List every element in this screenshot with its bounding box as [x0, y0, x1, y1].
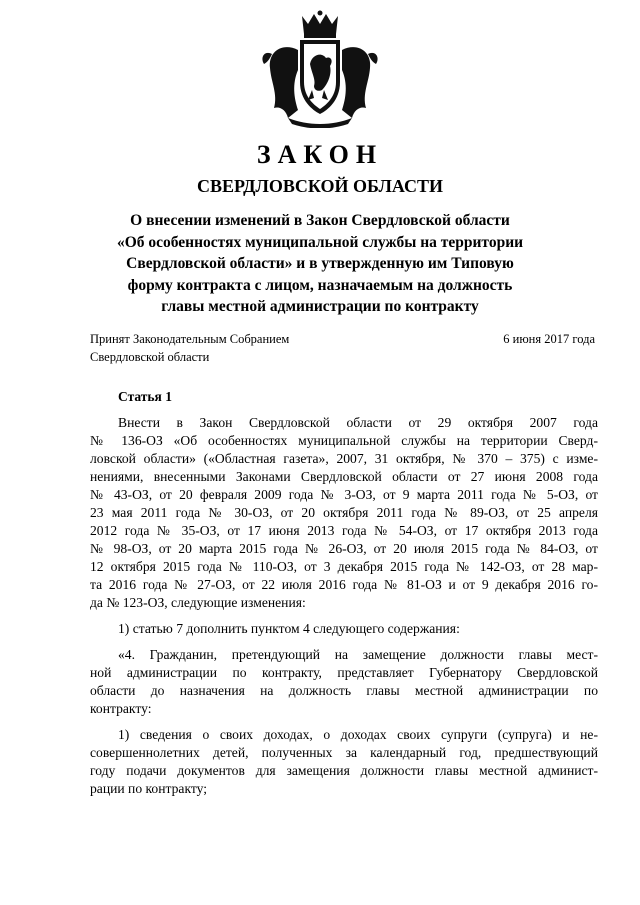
text-line: году подачи документов для замещения должности главы местной админист- [90, 763, 598, 778]
text-line: та 2016 года № 27-ОЗ, от 22 июля 2016 года № 81-ОЗ и от 9 декабря 2016 го- [90, 577, 598, 592]
article-heading: Статья 1 [118, 389, 172, 404]
subject-line: О внесении изменений в Закон Свердловской области [130, 212, 510, 229]
text-line: да № 123-ОЗ, следующие изменения: [90, 595, 306, 610]
text-line: 1) статью 7 дополнить пунктом 4 следующего содержания: [118, 621, 460, 636]
adoption-date: 6 июня 2017 года [503, 332, 595, 346]
sverdlovsk-coat-of-arms-icon [258, 10, 382, 128]
text-line: № 43-ОЗ, от 20 февраля 2009 года № 3-ОЗ, от 9 марта 2011 года № 5-ОЗ, от [90, 487, 598, 502]
text-line: совершеннолетних детей, полученных за календарный год, предшествующий [90, 745, 598, 760]
adoption-line: Свердловской области [90, 350, 210, 364]
text-line: 12 октября 2015 года № 110-ОЗ, от 3 декабря 2015 года № 142-ОЗ, от 28 мар- [90, 559, 598, 574]
adoption-line: Принят Законодательным Собранием [90, 332, 290, 346]
adoption-authority [90, 330, 289, 366]
subject-line: Свердловской области» и в утвержденную им Типовую [126, 255, 514, 272]
text-line: рации по контракту; [90, 781, 208, 796]
text-line: Внести в Закон Свердловской области от 29 октября 2007 года [118, 415, 598, 430]
law-title: ЗАКОН [256, 140, 384, 169]
text-line: нениями, внесенными Законами Свердловской области от 27 июня 2008 года [90, 469, 598, 484]
text-line: области до назначения на должность главы местной администрации по [90, 683, 598, 698]
region-title: СВЕРДЛОВСКОЙ ОБЛАСТИ [197, 176, 443, 196]
text-line: № 98-ОЗ, от 20 марта 2015 года № 26-ОЗ, от 20 июля 2015 года № 84-ОЗ, от [90, 541, 598, 556]
text-line: контракту: [90, 701, 152, 716]
text-line: 2012 года № 35-ОЗ, от 17 июня 2013 года № 54-ОЗ, от 17 октября 2013 года [90, 523, 598, 538]
subject-line: «Об особенностях муниципальной службы на территории [116, 233, 524, 251]
text-line: «4. Гражданин, претендующий на замещение должности главы мест- [118, 647, 598, 662]
article-body [90, 414, 598, 798]
text-line: ловской области» («Областная газета», 2007, 31 октября, № 370 – 375) с изме- [90, 451, 598, 466]
law-subject-title [60, 210, 580, 318]
text-line: ной администрации по контракту, представляет Губернатору Свердловской [90, 665, 598, 680]
text-line: 23 мая 2011 года № 30-ОЗ, от 20 октября 2011 года № 89-ОЗ, от 25 апреля [90, 505, 598, 520]
subject-line: форму контракта с лицом, назначаемым на должность [127, 276, 513, 294]
text-line: 1) сведения о своих доходах, о доходах своих супруги (супруга) и не- [118, 727, 598, 742]
subject-line: главы местной администрации по контракту [161, 298, 479, 315]
text-line: № 136-ОЗ «Об особенностях муниципальной службы на территории Сверд- [90, 433, 598, 448]
